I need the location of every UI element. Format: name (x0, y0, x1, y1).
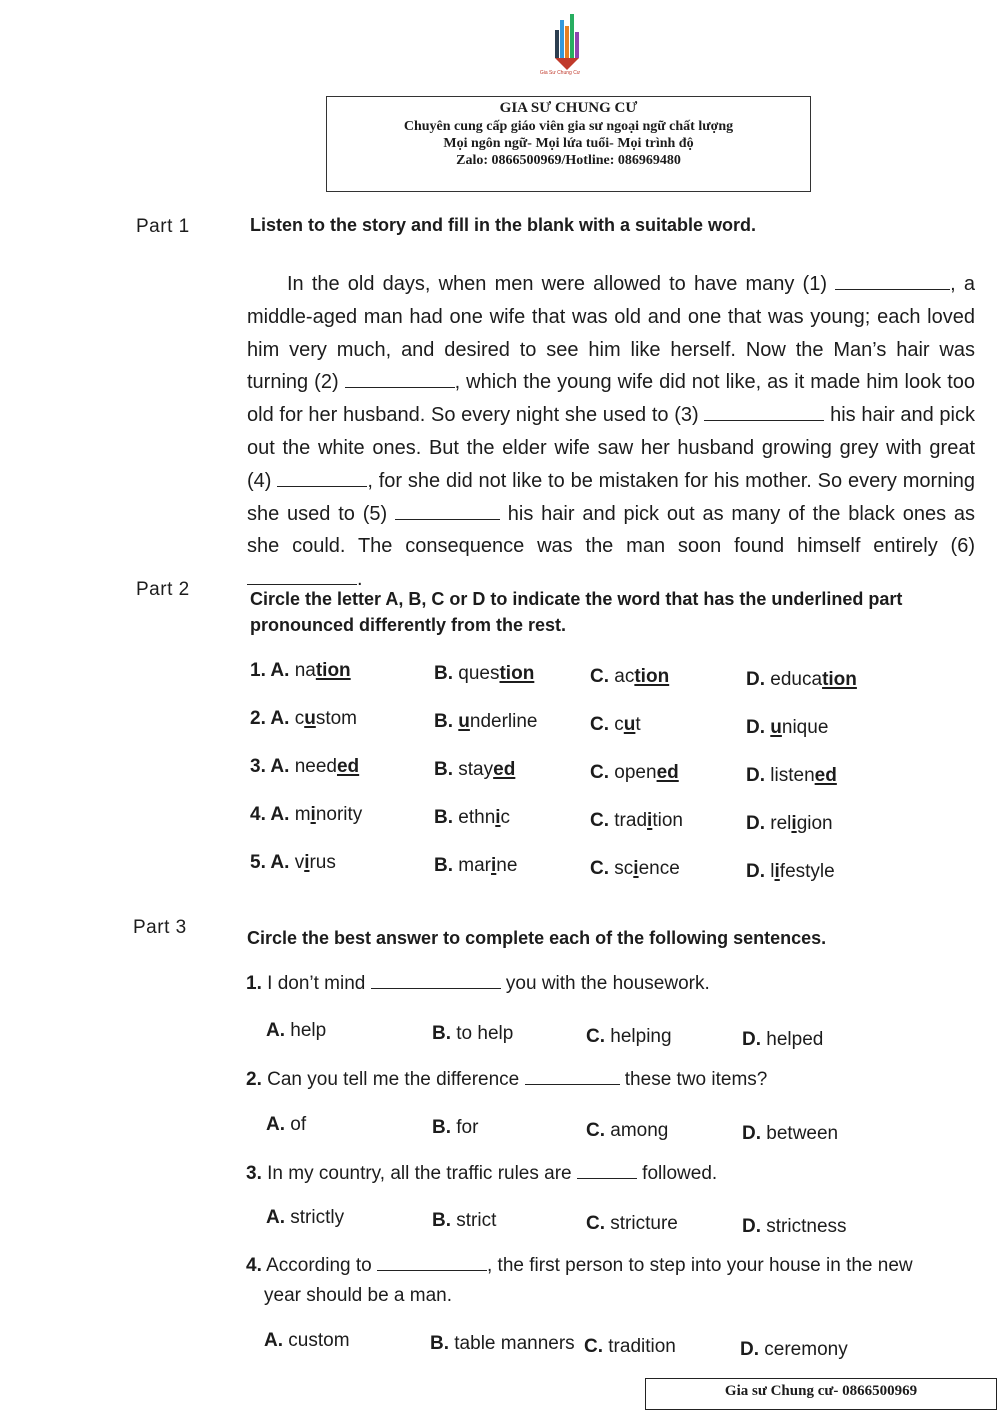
option-text: stricture (610, 1213, 678, 1234)
part2-q2-option-b[interactable] (434, 711, 538, 733)
underlined-part: i (774, 861, 780, 882)
option-letter: A. (266, 1207, 285, 1228)
underlined-part: ed (336, 756, 360, 777)
part2-instruction: Circle the letter A, B, C or D to indicate the word that has the underlined part pronounced differently from the rest. (250, 589, 903, 635)
part3-q2-option-b[interactable] (432, 1117, 478, 1139)
part3-q4-option-b[interactable] (430, 1333, 575, 1355)
word-part: educa (770, 669, 823, 690)
option-text: tradition (608, 1336, 676, 1357)
part2-q1-option-a[interactable] (250, 660, 351, 682)
word-part: ethn (458, 807, 496, 828)
word-part: gion (796, 813, 833, 834)
word-part: festyle (779, 861, 835, 882)
header-title: GIA SƯ CHUNG CƯ (499, 100, 638, 116)
underlined-part: tion (315, 660, 351, 681)
option-letter: D. (746, 765, 765, 786)
option-letter: B. (432, 1210, 451, 1231)
underlined-part: i (310, 804, 316, 825)
option-text: helping (610, 1026, 672, 1047)
question-number: 4. (246, 1255, 262, 1276)
option-letter: B. (430, 1333, 449, 1354)
underlined-part: u (304, 708, 316, 729)
blank-4[interactable] (277, 470, 367, 487)
option-letter: 2. A. (250, 708, 290, 729)
option-letter: C. (590, 714, 609, 735)
underlined-part: i (633, 858, 639, 879)
underlined-part: tion (634, 666, 670, 687)
option-text: helped (766, 1029, 824, 1050)
word-part: stay (458, 759, 494, 780)
part2-q4-option-b[interactable] (434, 807, 510, 829)
word-part: ques (458, 663, 500, 684)
option-letter: A. (266, 1020, 285, 1041)
blank-5[interactable] (395, 503, 500, 520)
question-text-after: followed. (636, 1163, 718, 1184)
part3-q3-option-d[interactable] (742, 1216, 847, 1238)
word-part: open (614, 762, 657, 783)
question-text-before: I don’t mind (267, 973, 371, 994)
part2-q2-option-a[interactable] (250, 708, 357, 730)
part2-q2-option-c[interactable] (590, 714, 641, 736)
part3-q4-option-c[interactable] (584, 1336, 676, 1358)
part2-q3-option-d[interactable] (746, 765, 837, 787)
answer-blank[interactable] (371, 972, 501, 989)
word-part: nique (781, 717, 829, 738)
word-part: c (500, 807, 511, 828)
word-part: mar (458, 855, 492, 876)
underlined-part: i (791, 813, 797, 834)
option-text: among (610, 1120, 669, 1141)
part3-question-4 (246, 1254, 913, 1277)
part1-label: Part 1 (136, 216, 190, 237)
option-letter: B. (434, 663, 453, 684)
option-text: help (290, 1020, 327, 1041)
answer-blank[interactable] (577, 1162, 637, 1179)
option-letter: 4. A. (250, 804, 290, 825)
option-letter: B. (434, 807, 453, 828)
underlined-part: u (458, 711, 470, 732)
word-part: trad (614, 810, 648, 831)
word-part: c (294, 708, 305, 729)
question-number: 1. (246, 973, 262, 994)
question-number: 2. (246, 1069, 262, 1090)
option-text: strictly (290, 1207, 345, 1228)
part2-q3-option-a[interactable] (250, 756, 359, 778)
option-letter: C. (590, 762, 609, 783)
word-part: nderline (469, 711, 538, 732)
option-letter: D. (746, 717, 765, 738)
option-letter: B. (434, 711, 453, 732)
underlined-part: tion (499, 663, 535, 684)
option-letter: A. (266, 1114, 285, 1135)
option-text: ceremony (764, 1339, 848, 1360)
word-part: l (770, 861, 775, 882)
part1-instruction: Listen to the story and fill in the blank with a suitable word. (250, 215, 757, 235)
underlined-part: tion (822, 669, 857, 690)
word-part: ac (614, 666, 635, 687)
part3-q3-option-c[interactable] (586, 1213, 678, 1235)
blank-6[interactable] (247, 568, 357, 585)
underlined-part: u (770, 717, 782, 738)
answer-blank[interactable] (377, 1254, 487, 1271)
option-letter: C. (590, 666, 609, 687)
part3-q1-option-b[interactable] (432, 1023, 513, 1045)
option-text: of (290, 1114, 307, 1135)
footer-box: Gia sư Chung cư- 0866500969 (645, 1378, 997, 1410)
option-letter: A. (264, 1330, 283, 1351)
word-part: v (294, 852, 305, 873)
option-text: between (766, 1123, 839, 1144)
part2-q5-option-b[interactable] (434, 855, 517, 877)
word-part: c (614, 714, 624, 735)
part2-q1-option-b[interactable] (434, 663, 534, 685)
option-text: table manners (454, 1333, 575, 1354)
option-letter: C. (586, 1213, 605, 1234)
part3-q3-option-a[interactable] (266, 1207, 344, 1229)
option-letter: 5. A. (250, 852, 290, 873)
underlined-part: i (495, 807, 501, 828)
word-part: listen (770, 765, 815, 786)
blank-3[interactable] (704, 404, 824, 421)
question-text-after: , the first person to step into your house in the new (487, 1255, 913, 1276)
option-letter: D. (740, 1339, 759, 1360)
option-letter: D. (742, 1216, 761, 1237)
part3-q4-option-d[interactable] (740, 1339, 848, 1361)
word-part: ne (496, 855, 518, 876)
part3-instruction: Circle the best answer to complete each of the following sentences. (247, 928, 827, 948)
question-text-after: you with the housework. (500, 973, 710, 994)
word-part: tion (652, 810, 683, 831)
question-number: 3. (246, 1163, 262, 1184)
option-text: strictness (766, 1216, 847, 1237)
underlined-part: i (647, 810, 653, 831)
underlined-part: ed (656, 762, 679, 783)
option-letter: D. (742, 1123, 761, 1144)
part2-q1-option-c[interactable] (590, 666, 669, 688)
option-letter: B. (434, 759, 453, 780)
part3-q1-option-d[interactable] (742, 1029, 823, 1051)
word-part: sc (614, 858, 634, 879)
question-text-after: these two items? (619, 1069, 768, 1090)
blank-1[interactable] (835, 273, 950, 290)
part3-q4-option-a[interactable] (264, 1330, 350, 1352)
option-text: strict (456, 1210, 497, 1231)
underlined-part: i (304, 852, 310, 873)
question-text-before: In my country, all the traffic rules are (267, 1163, 577, 1184)
option-text: custom (288, 1330, 350, 1351)
underlined-part: ed (493, 759, 516, 780)
part3-question-2 (246, 1068, 767, 1091)
underlined-part: ed (814, 765, 837, 786)
part3-label: Part 3 (133, 917, 187, 938)
question-text-continued: year should be a man. (264, 1285, 453, 1306)
part2-label: Part 2 (136, 579, 190, 600)
part3-question-1 (246, 972, 710, 995)
word-part: nority (315, 804, 363, 825)
part3-q2-option-c[interactable] (586, 1120, 668, 1142)
underlined-part: u (623, 714, 636, 735)
part2-q3-option-b[interactable] (434, 759, 515, 781)
word-part: na (294, 660, 316, 681)
option-letter: D. (746, 813, 765, 834)
header-line-2: Chuyên cung cấp giáo viên gia sư ngoại ngữ chất lượng (403, 119, 734, 134)
word-part: stom (315, 708, 357, 729)
option-letter: D. (746, 861, 765, 882)
word-part: ence (638, 858, 680, 879)
question-text-before: Can you tell me the difference (267, 1069, 525, 1090)
logo-caption: Gia Sư Chung Cư (539, 70, 581, 76)
part2-q4-option-a[interactable] (250, 804, 362, 826)
option-letter: 3. A. (250, 756, 290, 777)
part2-q5-option-a[interactable] (250, 852, 336, 874)
header-contact: Zalo: 0866500969/Hotline: 086969480 (456, 153, 681, 168)
part3-question-3 (246, 1162, 717, 1185)
option-letter: B. (432, 1117, 451, 1138)
part3-q1-option-c[interactable] (586, 1026, 672, 1048)
pencil-logo-icon (538, 10, 598, 72)
option-letter: C. (590, 858, 609, 879)
part2-q2-option-d[interactable] (746, 717, 828, 739)
option-letter: C. (584, 1336, 603, 1357)
option-letter: D. (746, 669, 765, 690)
answer-blank[interactable] (525, 1068, 620, 1085)
option-text: to help (456, 1023, 514, 1044)
word-part: need (294, 756, 337, 777)
part2-q5-option-d[interactable] (746, 861, 835, 883)
word-part: rel (770, 813, 792, 834)
word-part: t (635, 714, 641, 735)
part2-q1-option-d[interactable] (746, 669, 857, 691)
option-letter: 1. A. (250, 660, 290, 681)
option-text: for (456, 1117, 479, 1138)
option-letter: B. (434, 855, 453, 876)
blank-2[interactable] (345, 371, 455, 388)
part3-q2-option-d[interactable] (742, 1123, 838, 1145)
part2-q5-option-c[interactable] (590, 858, 680, 880)
part3-q2-option-a[interactable] (266, 1114, 306, 1136)
word-part: rus (309, 852, 336, 873)
header-box (326, 96, 811, 192)
part3-q1-option-a[interactable] (266, 1020, 326, 1042)
question-text-before: According to (266, 1255, 377, 1276)
part1-passage: In the old days, when men were allowed to have many (1) , a middle-aged man had one wife that was old and one that was young; each loved him very much, and desired to see him like herself. Now the Man’s hair was turning (2) , which the young wife did not like, as it made him look too old for her husband. So every night she used to (3) his hair and pick out the white ones. But the elder wife saw her husband growing grey with great (4) , for she did not like to be mistaken for his mother. So every morning she used to (5) his hair and pick out as many of the black ones as she could. The consequence was the man soon found himself entirely (6) . (247, 273, 976, 591)
option-letter: C. (586, 1026, 605, 1047)
part2-q3-option-c[interactable] (590, 762, 679, 784)
header-line-3: Mọi ngôn ngữ- Mọi lứa tuổi- Mọi trình độ (443, 136, 694, 151)
part2-q4-option-c[interactable] (590, 810, 683, 832)
underlined-part: i (491, 855, 497, 876)
option-letter: B. (432, 1023, 451, 1044)
option-letter: C. (590, 810, 609, 831)
part3-q3-option-b[interactable] (432, 1210, 496, 1232)
option-letter: D. (742, 1029, 761, 1050)
word-part: m (294, 804, 311, 825)
option-letter: C. (586, 1120, 605, 1141)
part2-q4-option-d[interactable] (746, 813, 833, 835)
